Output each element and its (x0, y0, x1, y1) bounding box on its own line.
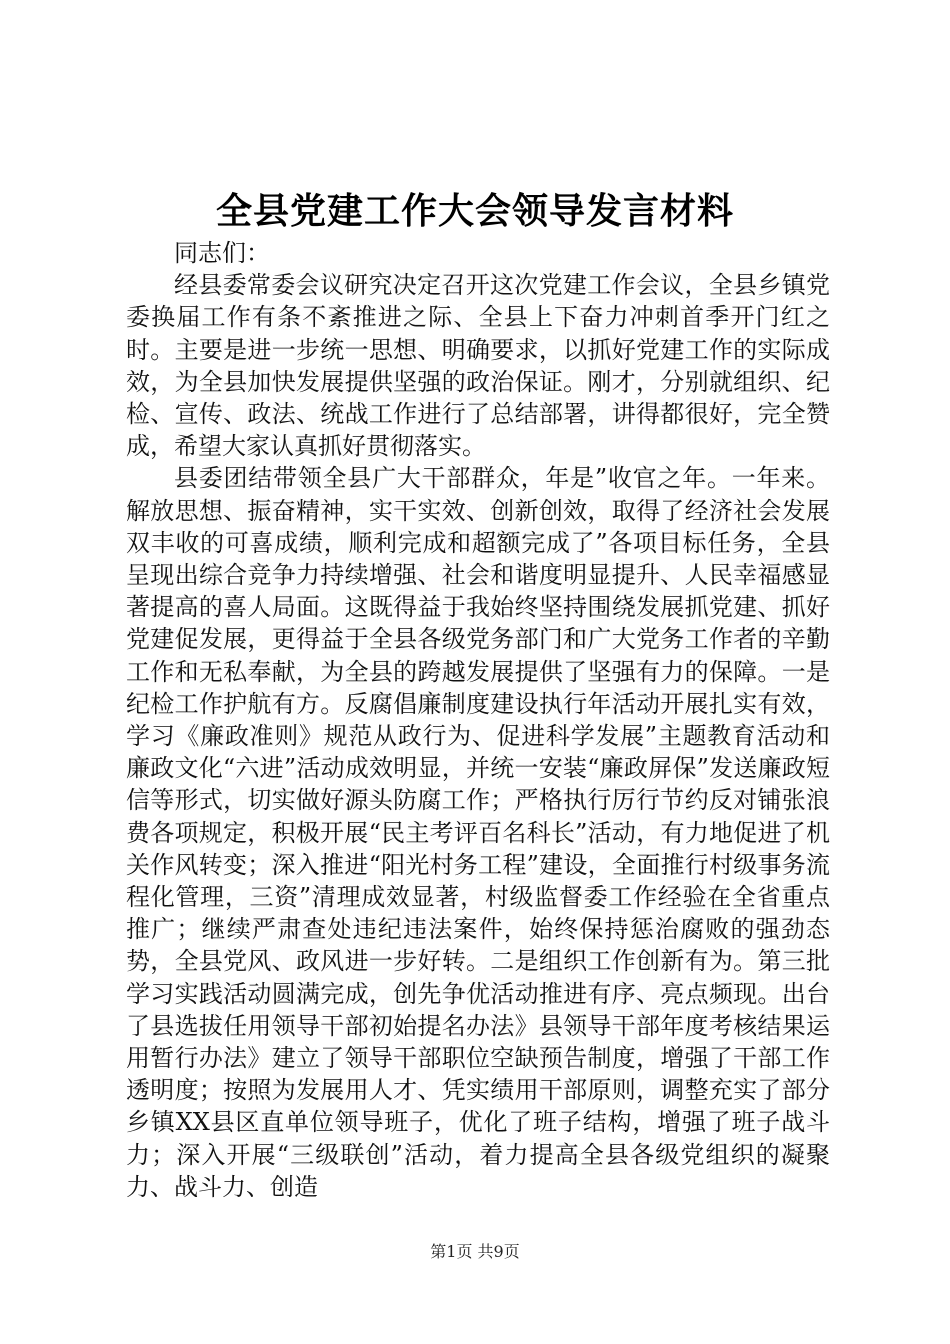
salutation: 同志们： (174, 239, 270, 267)
document-title: 全县党建工作大会领导发言材料 (215, 190, 734, 232)
paragraph-2: 县委团结带领全县广大干部群众，年是”收官之年。一年来。解放思想、振奋精神，实干实效、创新创效，取得了经济社会发展双丰收的可喜成绩，顺利完成和超额完成了”各项目标任务，全县呈现出综合竞争力持续增强、社会和谐度明显提升、人民幸福感显著提高的喜人局面。这既得益于我始终坚持围绕发展抓党建、抓好党建促发展，更得益于全县各级党务部门和广大党务工作者的辛勤工作和无私奉献，为全县的跨越发展提供了坚强有力的保障。一是纪检工作护航有方。反腐倡廉制度建设执行年活动开展扎实有效，学习《廉政准则》规范从政行为、促进科学发展”主题教育活动和廉政文化“六进”活动成效明显，并统一安装“廉政屏保”发送廉政短信等形式，切实做好源头防腐工作；严格执行厉行节约反对铺张浪费各项规定，积极开展“民主考评百名科长”活动，有力地促进了机关作风转变；深入推进“阳光村务工程”建设，全面推行村级事务流程化管理，三资”清理成效显著，村级监督委工作经验在全省重点推广；继续严肃查处违纪违法案件，始终保持惩治腐败的强劲态势，全县党风、政风进一步好转。二是组织工作创新有为。第三批学习实践活动圆满完成，创先争优活动推进有序、亮点频现。出台了县选拔任用领导干部初始提名办法》县领导干部年度考核结果运用暂行办法》建立了领导干部职位空缺预告制度，增强了干部工作透明度；按照为发展用人才、凭实绩用干部原则，调整充实了部分乡镇XX县区直单位领导班子，优化了班子结构，增强了班子战斗力；深入开展“三级联创”活动，着力提高全县各级党组织的凝聚力、战斗力、创造 (126, 464, 830, 1201)
paragraph-1: 经县委常委会议研究决定召开这次党建工作会议，全县乡镇党委换届工作有条不紊推进之际、全县上下奋力冲刺首季开门红之时。主要是进一步统一思想、明确要求，以抓好党建工作的实际成效，为全县加快发展提供坚强的政治保证。刚才，分别就组织、纪检、宣传、政法、统战工作进行了总结部署，讲得都很好，完全赞成，希望大家认真抓好贯彻落实。 (126, 271, 830, 461)
page-footer: 第1页 共9页 (430, 1242, 520, 1261)
document-body (126, 237, 830, 1203)
